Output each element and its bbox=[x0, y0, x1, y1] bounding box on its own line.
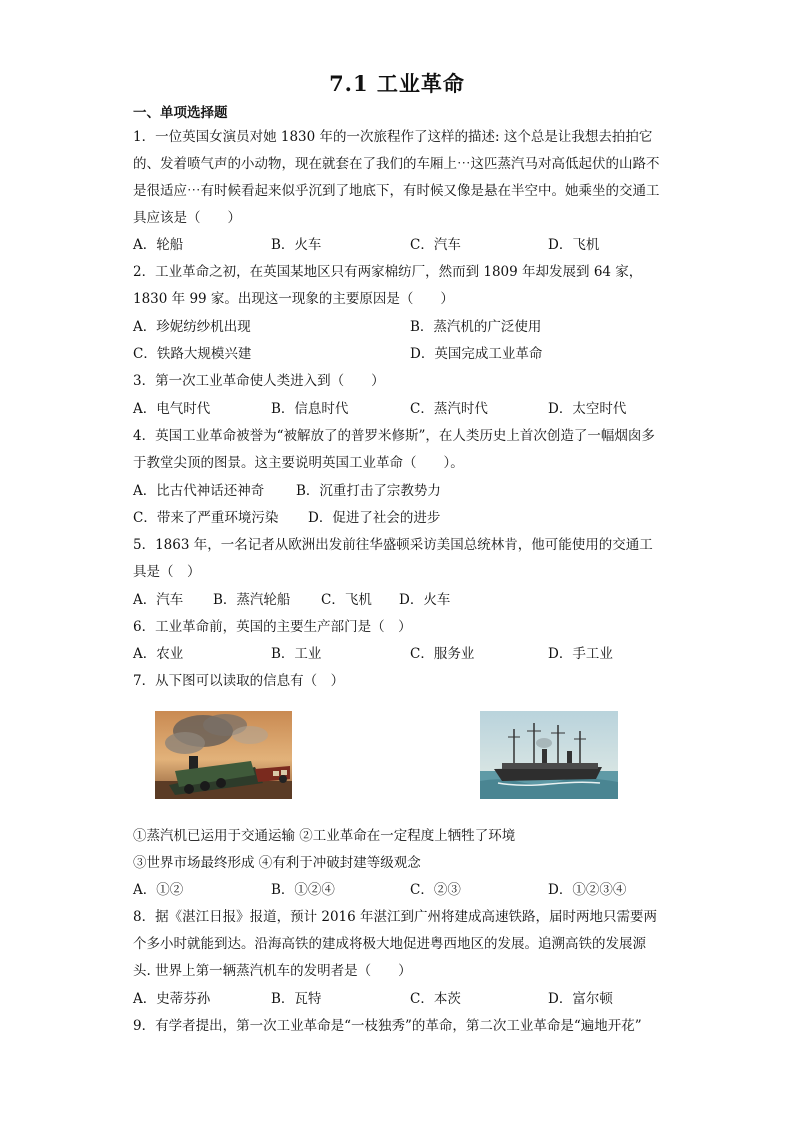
option-a[interactable]: A．轮船 bbox=[133, 237, 184, 253]
question-9-stem: 9．有学者提出，第一次工业革命是“一枝独秀”的革命，第二次工业革命是“遍地开花” bbox=[133, 1018, 642, 1034]
question-3-options bbox=[133, 396, 663, 423]
option-c[interactable]: C．本茨 bbox=[410, 991, 461, 1007]
option-a[interactable]: A．史蒂芬孙 bbox=[133, 991, 211, 1007]
question-2-options-row2 bbox=[133, 341, 663, 368]
option-c[interactable]: C．带来了严重环境污染 bbox=[133, 510, 279, 526]
option-c[interactable]: C．铁路大规模兴建 bbox=[133, 346, 252, 362]
question-2-stem: 2．工业革命之初，在英国某地区只有两家棉纺厂，然而到 1809 年却发展到 64 家，1830 年 99 家。出现这一现象的主要原因是（ ） bbox=[133, 264, 643, 307]
option-d[interactable]: D．手工业 bbox=[548, 646, 613, 662]
steam-locomotive-image bbox=[155, 711, 292, 799]
option-a[interactable]: A．①② bbox=[133, 882, 184, 898]
option-c[interactable]: C．服务业 bbox=[410, 646, 475, 662]
option-d[interactable]: D．富尔顿 bbox=[548, 991, 613, 1007]
option-b[interactable]: B．火车 bbox=[271, 237, 322, 253]
question-5-stem: 5．1863 年，一名记者从欧洲出发前往华盛顿采访美国总统林肯，他可能使用的交通工具是（ ） bbox=[133, 537, 653, 580]
question-3-stem: 3．第一次工业革命使人类进入到（ ） bbox=[133, 373, 385, 389]
section-heading: 一、单项选择题 bbox=[133, 105, 228, 121]
option-b[interactable]: B．瓦特 bbox=[271, 991, 322, 1007]
question-7-statements-line1: ①蒸汽机已运用于交通运输 ②工业革命在一定程度上牺牲了环境 bbox=[133, 828, 516, 844]
option-a[interactable]: A．电气时代 bbox=[133, 401, 211, 417]
question-4-options-row2 bbox=[133, 505, 663, 532]
question-8-options bbox=[133, 986, 663, 1013]
option-b[interactable]: B．①②④ bbox=[271, 882, 335, 898]
option-b[interactable]: B．蒸汽机的广泛使用 bbox=[410, 319, 542, 335]
option-b[interactable]: B．蒸汽轮船 bbox=[213, 592, 291, 608]
option-c[interactable]: C．蒸汽时代 bbox=[410, 401, 488, 417]
option-a[interactable]: A．珍妮纺纱机出现 bbox=[133, 319, 251, 335]
question-8-stem: 8．据《湛江日报》报道，预计 2016 年湛江到广州将建成高速铁路，届时两地只需要两个多小时就能到达。沿海高铁的建成将极大地促进粤西地区的发展。追溯高铁的发展源头. 世界上第一辆蒸汽机车的发明者是（ ） bbox=[133, 909, 658, 979]
question-6-options bbox=[133, 641, 663, 668]
option-b[interactable]: B．沉重打击了宗教势力 bbox=[296, 483, 441, 499]
option-d[interactable]: D．飞机 bbox=[548, 237, 600, 253]
question-1-options bbox=[133, 232, 663, 259]
option-d[interactable]: D．促进了社会的进步 bbox=[308, 510, 441, 526]
option-c[interactable]: C．汽车 bbox=[410, 237, 461, 253]
page-title: 7.1 工业革命 bbox=[329, 71, 465, 96]
question-4-options-row1 bbox=[133, 478, 663, 505]
option-d[interactable]: D．英国完成工业革命 bbox=[410, 346, 543, 362]
question-4-stem: 4．英国工业革命被誉为“被解放了的普罗米修斯”，在人类历史上首次创造了一幅烟囱多于教堂尖顶的图景。这主要说明英国工业革命（ ）。 bbox=[133, 428, 655, 471]
option-d[interactable]: D．①②③④ bbox=[548, 882, 627, 898]
option-d[interactable]: D．火车 bbox=[399, 592, 451, 608]
option-b[interactable]: B．工业 bbox=[271, 646, 322, 662]
option-a[interactable]: A．农业 bbox=[133, 646, 184, 662]
question-6-stem: 6．工业革命前，英国的主要生产部门是（ ） bbox=[133, 619, 412, 635]
question-7-stem: 7．从下图可以读取的信息有（ ） bbox=[133, 673, 345, 689]
option-a[interactable]: A．比古代神话还神奇 bbox=[133, 483, 265, 499]
question-2-options-row1 bbox=[133, 314, 663, 341]
option-c[interactable]: C．②③ bbox=[410, 882, 461, 898]
option-b[interactable]: B．信息时代 bbox=[271, 401, 349, 417]
option-d[interactable]: D．太空时代 bbox=[548, 401, 627, 417]
option-a[interactable]: A．汽车 bbox=[133, 592, 184, 608]
question-7-options bbox=[133, 877, 663, 904]
option-c[interactable]: C．飞机 bbox=[321, 592, 372, 608]
question-5-options bbox=[133, 587, 663, 614]
question-1-stem: 1．一位英国女演员对她 1830 年的一次旅程作了这样的描述: 这个总是让我想去拍拍它的、发着喷气声的小动物，现在就套在了我们的车厢上⋯这匹蒸汽马对高低起伏的山路不是很适应⋯有时候看起来似乎沉到了地底下，有时候又像是悬在半空中。她乘坐的交通工具应该是（ ） bbox=[133, 129, 660, 226]
steamship-image bbox=[480, 711, 618, 799]
question-7-statements-line2: ③世界市场最终形成 ④有利于冲破封建等级观念 bbox=[133, 855, 421, 871]
